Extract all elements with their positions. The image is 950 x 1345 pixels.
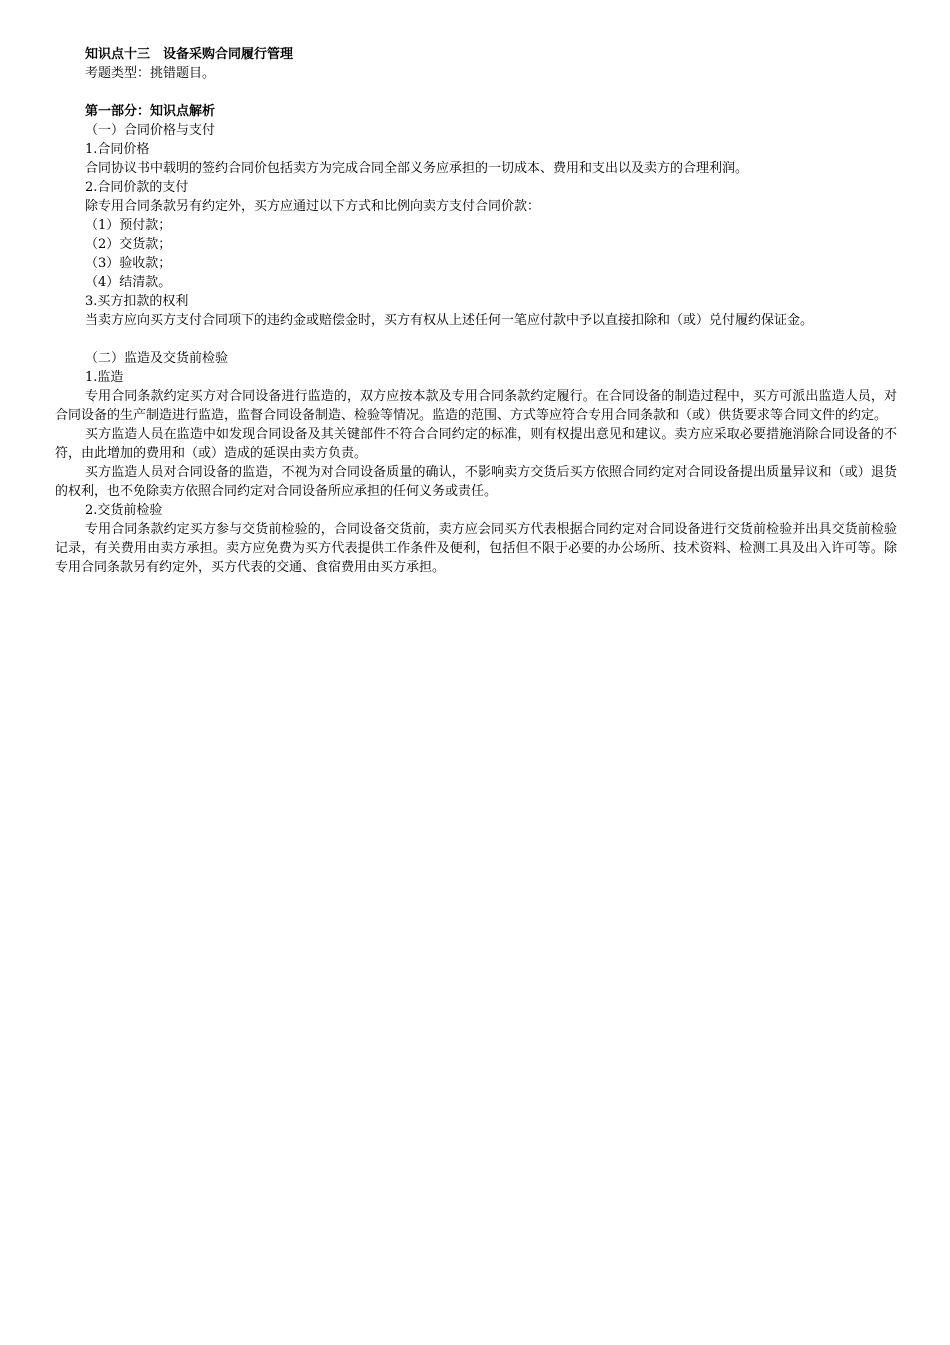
paragraph-contract-price: 合同协议书中载明的签约合同价包括卖方为完成合同全部义务应承担的一切成本、费用和支出以及卖方的合理利润。 bbox=[85, 161, 749, 176]
part-heading: 第一部分：知识点解析 bbox=[85, 104, 216, 119]
question-type: 考题类型：挑错题目。 bbox=[85, 66, 216, 81]
document-title: 知识点十三 设备采购合同履行管理 bbox=[85, 47, 294, 62]
section-heading-supervision: （二）监造及交货前检验 bbox=[85, 351, 229, 366]
paragraph-supervision: 买方监造人员在监造中如发现合同设备及其关键部件不符合合同约定的标准，则有权提出意见和建议。卖方应采取必要措施消除合同设备的不符，由此增加的费用和（或）造成的延误由卖方负责。 bbox=[55, 427, 897, 461]
spacer bbox=[55, 330, 897, 349]
paragraph-payment: 除专用合同条款另有约定外，买方应通过以下方式和比例向卖方支付合同价款： bbox=[85, 199, 541, 214]
list-item: （4）结清款。 bbox=[85, 275, 172, 290]
paragraph-supervision: 专用合同条款约定买方对合同设备进行监造的，双方应按本款及专用合同条款约定履行。在合同设备的制造过程中，买方可派出监造人员，对合同设备的生产制造进行监造，监督合同设备制造、检验等情况。监造的范围、方式等应符合专用合同条款和（或）供货要求等合同文件的约定。 bbox=[55, 389, 897, 423]
document-page bbox=[55, 45, 897, 577]
list-item: （2）交货款； bbox=[85, 237, 172, 252]
subheading-supervision: 1.监造 bbox=[85, 370, 124, 385]
section-heading-price: （一）合同价格与支付 bbox=[85, 123, 216, 138]
spacer bbox=[55, 83, 897, 102]
paragraph-pre-delivery-inspection: 专用合同条款约定买方参与交货前检验的，合同设备交货前，卖方应会同买方代表根据合同约定对合同设备进行交货前检验并出具交货前检验记录，有关费用由卖方承担。卖方应免费为买方代表提供工作条件及便利，包括但不限于必要的办公场所、技术资料、检测工具及出入许可等。除专用合同条款另有约定外，买方代表的交通、食宿费用由买方承担。 bbox=[55, 522, 897, 575]
subheading-pre-delivery-inspection: 2.交货前检验 bbox=[85, 503, 163, 518]
subheading-contract-price: 1.合同价格 bbox=[85, 142, 150, 157]
paragraph-supervision: 买方监造人员对合同设备的监造，不视为对合同设备质量的确认，不影响卖方交货后买方依照合同约定对合同设备提出质量异议和（或）退货的权利，也不免除卖方依照合同约定对合同设备所应承担的任何义务或责任。 bbox=[55, 465, 897, 499]
paragraph-deduction: 当卖方应向买方支付合同项下的违约金或赔偿金时，买方有权从上述任何一笔应付款中予以直接扣除和（或）兑付履约保证金。 bbox=[85, 313, 814, 328]
list-item: （3）验收款； bbox=[85, 256, 172, 271]
list-item: （1）预付款； bbox=[85, 218, 172, 233]
subheading-payment: 2.合同价款的支付 bbox=[85, 180, 189, 195]
subheading-deduction: 3.买方扣款的权利 bbox=[85, 294, 189, 309]
